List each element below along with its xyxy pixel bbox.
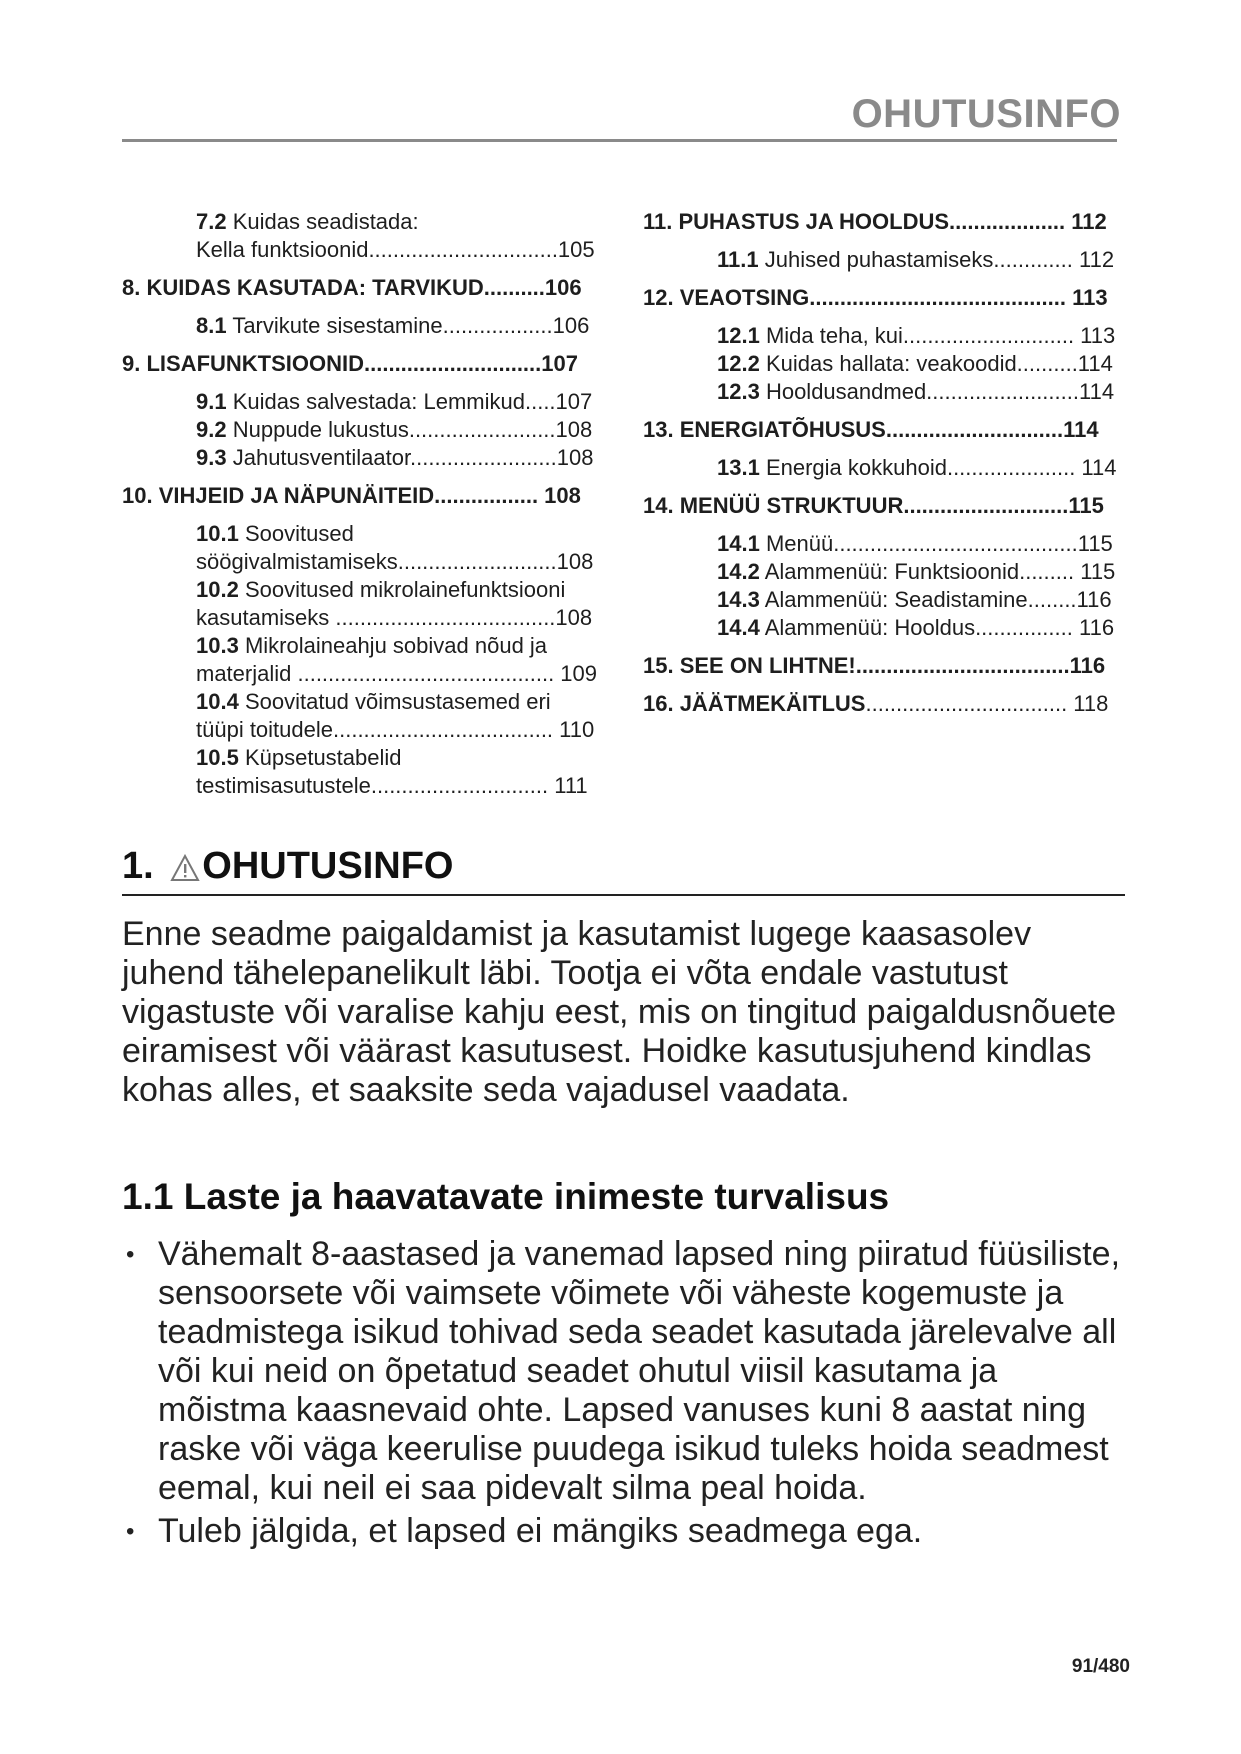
toc-subsection-entry[interactable]: [643, 454, 1145, 482]
toc-subsection-text: Alammenüü: Seadistamine........116: [764, 587, 1112, 612]
toc-subsection-text: Hooldusandmed.........................114: [765, 379, 1115, 404]
toc-chapter-entry[interactable]: [643, 492, 1145, 520]
toc-page-ref: ................................. 118: [865, 691, 1109, 716]
toc-subsection-text: Tarvikute sisestamine..................106: [232, 313, 590, 338]
toc-subsection-text: Soovitatud võimsustasemed eri: [244, 689, 551, 714]
toc-subsection-text: söögivalmistamiseks..........................108: [196, 549, 594, 574]
bullet-item: [122, 1512, 1132, 1551]
toc-subsection-line: [717, 322, 1145, 350]
toc-subsection-number: 11.1: [717, 247, 759, 272]
toc-subsection-text: Nuppude lukustus........................108: [232, 417, 593, 442]
toc-subsection-number: 14.2: [717, 559, 760, 584]
toc-subsection-line: [717, 530, 1145, 558]
toc-chapter-text: 12. VEAOTSING.......................................... 113: [643, 285, 1108, 310]
toc-subsection-number: 12.2: [717, 351, 760, 376]
toc-subsection-entry[interactable]: [643, 378, 1145, 406]
toc-subsection-line: [196, 388, 627, 416]
toc-subsection-text: Energia kokkuhoid..................... 114: [765, 455, 1117, 480]
toc-subsection-number: 9.3: [196, 445, 227, 470]
toc-subsection-entry[interactable]: [122, 444, 627, 472]
toc-subsection-text: Jahutusventilaator........................108: [232, 445, 594, 470]
toc-subsection-text: Alammenüü: Hooldus................ 116: [764, 615, 1115, 640]
toc-subsection-line: [196, 208, 627, 236]
toc-chapter-text: 13. ENERGIATÕHUSUS.............................114: [643, 417, 1099, 442]
toc-subsection-line: [717, 586, 1145, 614]
toc-subsection-line: [196, 520, 627, 548]
toc-chapter-text: 10. VIHJEID JA NÄPUNÄITEID................. 108: [122, 483, 581, 508]
toc-subsection-text: Kella funktsioonid...............................105: [196, 237, 595, 262]
toc-subsection-entry[interactable]: [643, 586, 1145, 614]
toc-subsection-entry[interactable]: [643, 614, 1145, 642]
toc-chapter-entry[interactable]: [122, 482, 627, 510]
toc-subsection-text: Menüü........................................115: [765, 531, 1113, 556]
toc-subsection-line: [196, 660, 627, 688]
toc-chapter-entry[interactable]: [643, 416, 1145, 444]
toc-subsection-entry[interactable]: [122, 520, 627, 576]
toc-subsection-number: 8.1: [196, 313, 227, 338]
warning-triangle-icon: [170, 849, 200, 892]
toc-subsection-number: 14.1: [717, 531, 760, 556]
toc-chapter-entry[interactable]: [643, 284, 1145, 312]
bullet-text: Tuleb jälgida, et lapsed ei mängiks seadmega ega.: [158, 1512, 923, 1550]
toc-subsection-entry[interactable]: [122, 632, 627, 688]
toc-chapter-text: 15. SEE ON LIHTNE!...................................116: [643, 653, 1106, 678]
toc-subsection-text: materjalid .......................................... 109: [196, 661, 598, 686]
bullet-list: [122, 1235, 1132, 1555]
section-number: 1.: [122, 845, 154, 887]
page-header-title: OHUTUSINFO: [851, 92, 1121, 136]
bullet-dot: •: [126, 1518, 135, 1545]
toc-subsection-line: [196, 548, 627, 576]
toc-chapter-entry[interactable]: [643, 652, 1145, 680]
toc-subsection-line: [717, 350, 1145, 378]
toc-subsection-line: [196, 604, 627, 632]
subsection-title: 1.1 Laste ja haavatavate inimeste turvalisus: [122, 1176, 890, 1217]
toc-subsection-line: [717, 454, 1145, 482]
toc-subsection-text: Soovitused mikrolainefunktsiooni: [244, 577, 566, 602]
toc-subsection-entry[interactable]: [122, 688, 627, 744]
toc-left-column: [122, 198, 627, 800]
toc-subsection-line: [196, 688, 627, 716]
toc-subsection-text: kasutamiseks ....................................108: [196, 605, 593, 630]
bullet-text: Vähemalt 8-aastased ja vanemad lapsed ning piiratud füüsiliste, sensoorsete või vaimsete võimete või väheste kogemuste ja teadmistega isikud tohivad seda seadet kasutada järelevalve all või kui neid on õpetatud seadet ohutul viisil kasutama ja mõistma kaasnevaid ohte. Lapsed vanuses kuni 8 aastat ning raske või väga keerulise puudega isikud tuleks hoida seadmest eemal, kui neil ei saa pidevalt silma peal hoida.: [158, 1235, 1121, 1507]
toc-subsection-line: [717, 246, 1145, 274]
toc-subsection-line: [196, 312, 627, 340]
toc-subsection-text: Kuidas hallata: veakoodid..........114: [765, 351, 1113, 376]
section-title-text: OHUTUSINFO: [202, 845, 454, 887]
toc-subsection-text: Küpsetustabelid: [244, 745, 402, 770]
toc-subsection-number: 13.1: [717, 455, 760, 480]
toc-subsection-number: 9.2: [196, 417, 227, 442]
toc-subsection-number: 10.4: [196, 689, 239, 714]
toc-subsection-number: 9.1: [196, 389, 227, 414]
toc-subsection-text: Mida teha, kui............................ 113: [765, 323, 1116, 348]
toc-subsection-entry[interactable]: [122, 312, 627, 340]
toc-subsection-number: 12.1: [717, 323, 760, 348]
toc-subsection-entry[interactable]: [643, 558, 1145, 586]
toc-subsection-entry[interactable]: [643, 350, 1145, 378]
toc-chapter-entry[interactable]: [643, 690, 1145, 718]
toc-subsection-entry[interactable]: [643, 322, 1145, 350]
toc-right-column: [643, 198, 1145, 718]
toc-chapter-text: 14. MENÜÜ STRUKTUUR...........................115: [643, 493, 1104, 518]
toc-subsection-entry[interactable]: [122, 416, 627, 444]
toc-subsection-line: [196, 716, 627, 744]
toc-subsection-number: 12.3: [717, 379, 760, 404]
section-divider: [122, 894, 1125, 896]
toc-subsection-number: 10.3: [196, 633, 239, 658]
toc-subsection-text: tüüpi toitudele.................................... 110: [196, 717, 595, 742]
toc-subsection-entry[interactable]: [122, 744, 627, 800]
toc-chapter-text: 9. LISAFUNKTSIOONID.............................107: [122, 351, 578, 376]
bullet-item: [122, 1235, 1132, 1508]
toc-subsection-number: 10.5: [196, 745, 239, 770]
toc-subsection-number: 14.4: [717, 615, 760, 640]
page-number: 91/480: [1071, 1656, 1130, 1677]
toc-subsection-line: [196, 632, 627, 660]
toc-subsection-line: [196, 444, 627, 472]
toc-chapter-text: 11. PUHASTUS JA HOOLDUS................... 112: [643, 209, 1107, 234]
toc-subsection-entry[interactable]: [122, 576, 627, 632]
toc-chapter-entry[interactable]: [122, 274, 627, 302]
toc-subsection-number: 7.2: [196, 209, 227, 234]
toc-subsection-line: [717, 614, 1145, 642]
toc-subsection-entry[interactable]: [122, 388, 627, 416]
toc-subsection-number: 14.3: [717, 587, 760, 612]
toc-subsection-text: Kuidas seadistada:: [232, 209, 419, 234]
toc-subsection-text: Juhised puhastamiseks............. 112: [764, 247, 1115, 272]
toc-subsection-text: Kuidas salvestada: Lemmikud.....107: [232, 389, 593, 414]
toc-subsection-number: 10.1: [196, 521, 239, 546]
toc-subsection-text: Soovitused: [244, 521, 354, 546]
toc-subsection-text: Mikrolaineahju sobivad nõud ja: [244, 633, 548, 658]
toc-subsection-number: 10.2: [196, 577, 239, 602]
toc-subsection-entry[interactable]: [643, 530, 1145, 558]
toc-subsection-line: [196, 236, 627, 264]
toc-chapter-text: 8. KUIDAS KASUTADA: TARVIKUD..........106: [122, 275, 582, 300]
toc-subsection-text: Alammenüü: Funktsioonid......... 115: [764, 559, 1116, 584]
toc-chapter-entry[interactable]: [122, 350, 627, 378]
toc-chapter-text: 16. JÄÄTMEKÄITLUS: [643, 691, 866, 716]
toc-subsection-entry[interactable]: [122, 208, 627, 264]
intro-paragraph: Enne seadme paigaldamist ja kasutamist lugege kaasasolev juhend tähelepanelikult läbi. Tootja ei võta endale vastutust vigastuste või varalise kahju eest, mis on tingitud paigaldusnõuete eiramisest või väärast kasutusest. Hoidke kasutusjuhend kindlas kohas alles, et saaksite seda vajadusel vaadata.: [122, 915, 1117, 1109]
toc-subsection-line: [196, 576, 627, 604]
toc-subsection-line: [196, 744, 627, 772]
toc-subsection-line: [717, 378, 1145, 406]
header-divider: [122, 139, 1117, 142]
bullet-dot: •: [126, 1241, 135, 1268]
toc-chapter-entry[interactable]: [643, 208, 1145, 236]
toc-subsection-line: [196, 416, 627, 444]
toc-subsection-entry[interactable]: [643, 246, 1145, 274]
toc-subsection-line: [196, 772, 627, 800]
toc-subsection-text: testimisasutustele............................. 111: [196, 773, 588, 798]
toc-subsection-line: [717, 558, 1145, 586]
section-title: [122, 845, 453, 892]
